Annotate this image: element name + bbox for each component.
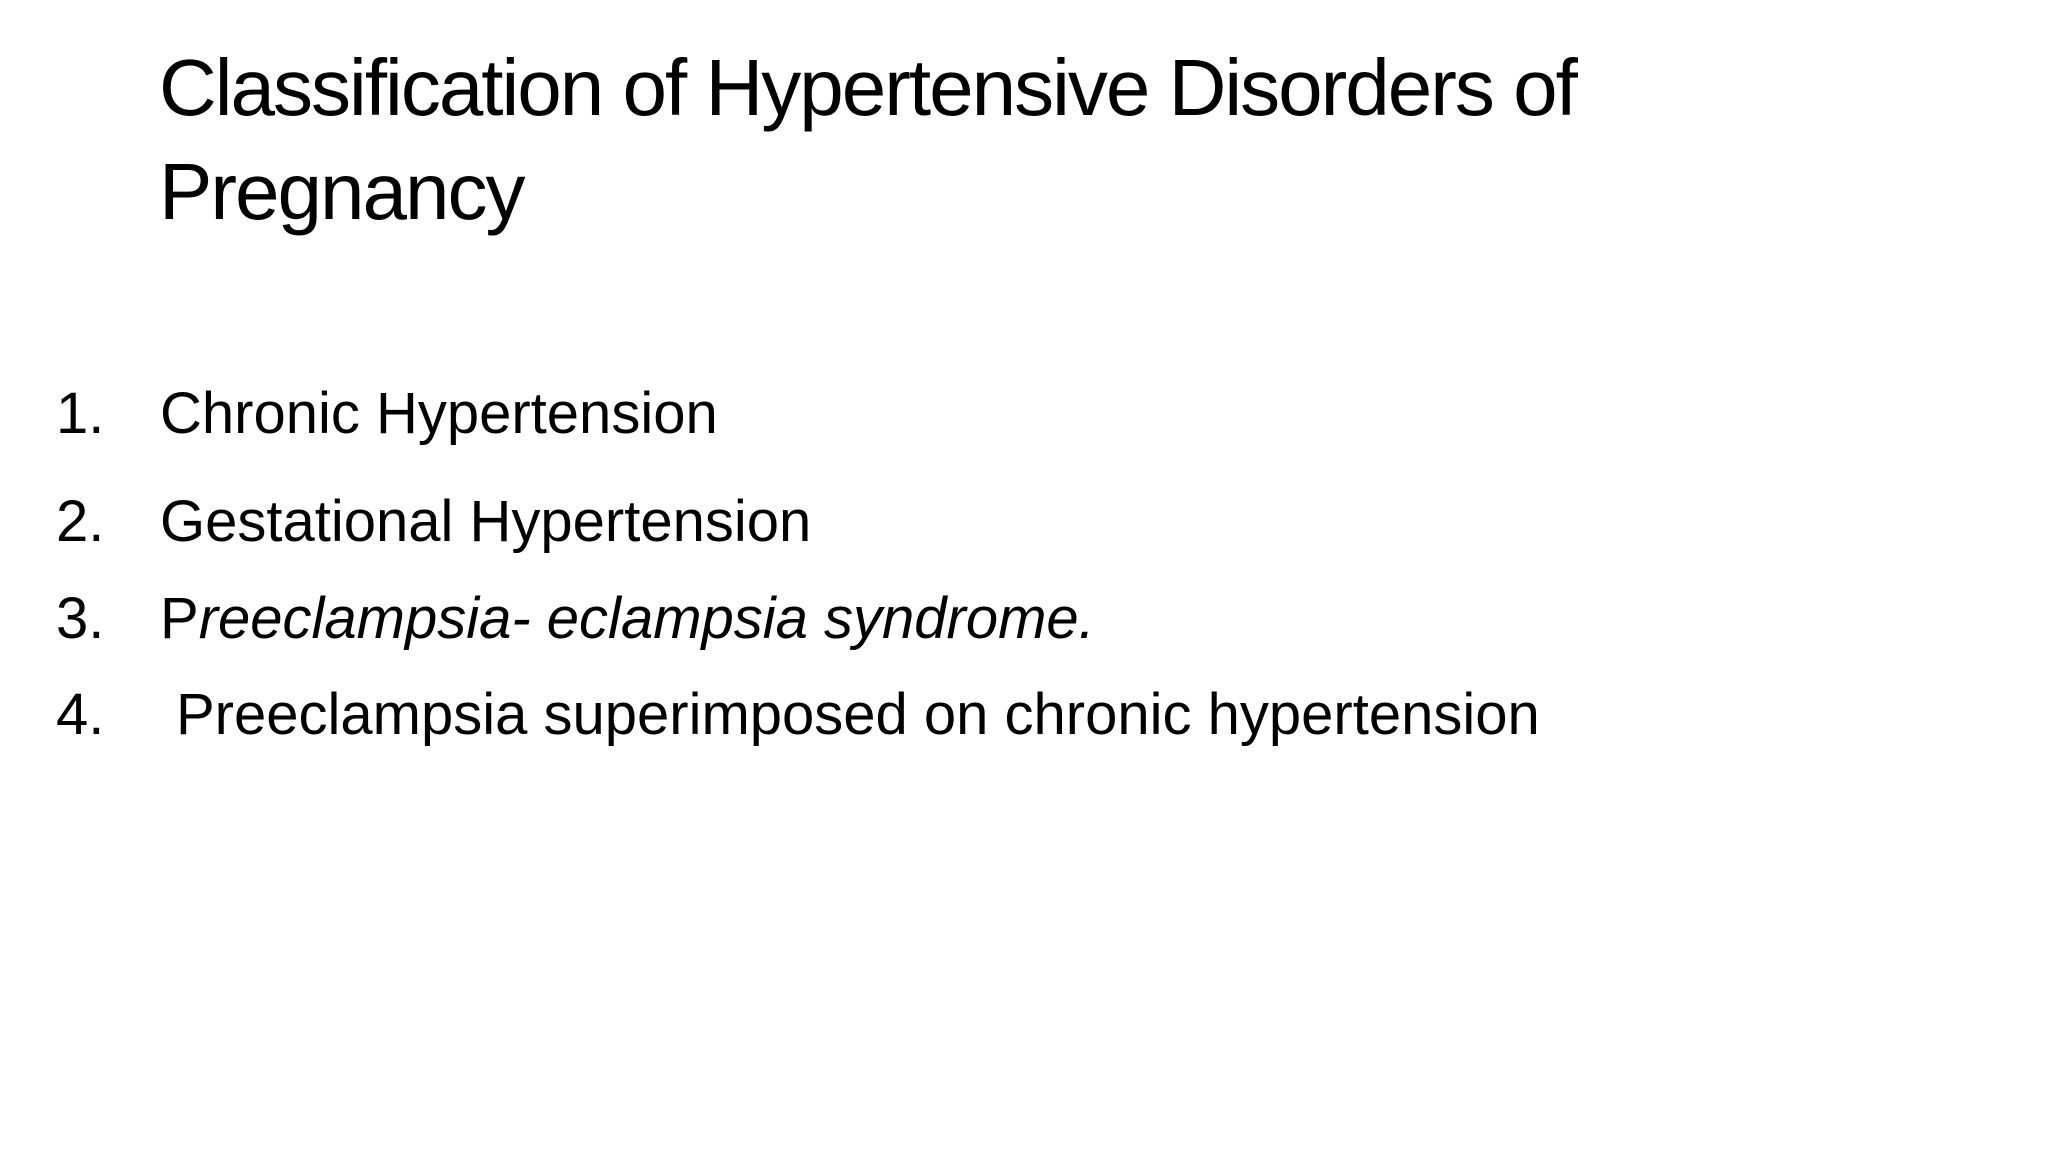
list-item-text: Gestational Hypertension — [160, 489, 812, 554]
list-item — [0, 579, 2000, 659]
list-item — [0, 482, 2000, 562]
list-item — [0, 374, 2000, 454]
slide-title: Classification of Hypertensive Disorders of Pregnancy — [159, 43, 1576, 236]
list-item-text: Preeclampsia superimposed on chronic hypertension — [176, 682, 1540, 747]
list-item-text: Chronic Hypertension — [160, 381, 718, 446]
list-item-number: 1. — [56, 381, 105, 446]
list-item — [0, 675, 2000, 755]
list-item-number: 2. — [56, 489, 105, 554]
list-item-number: 4. — [56, 682, 105, 747]
list-item-text-italic: reeclampsia- eclampsia syndrome. — [198, 586, 1095, 651]
list-item-text-lead: P — [160, 586, 199, 651]
list-item-text — [160, 579, 1095, 659]
list-item-number: 3. — [56, 586, 105, 651]
